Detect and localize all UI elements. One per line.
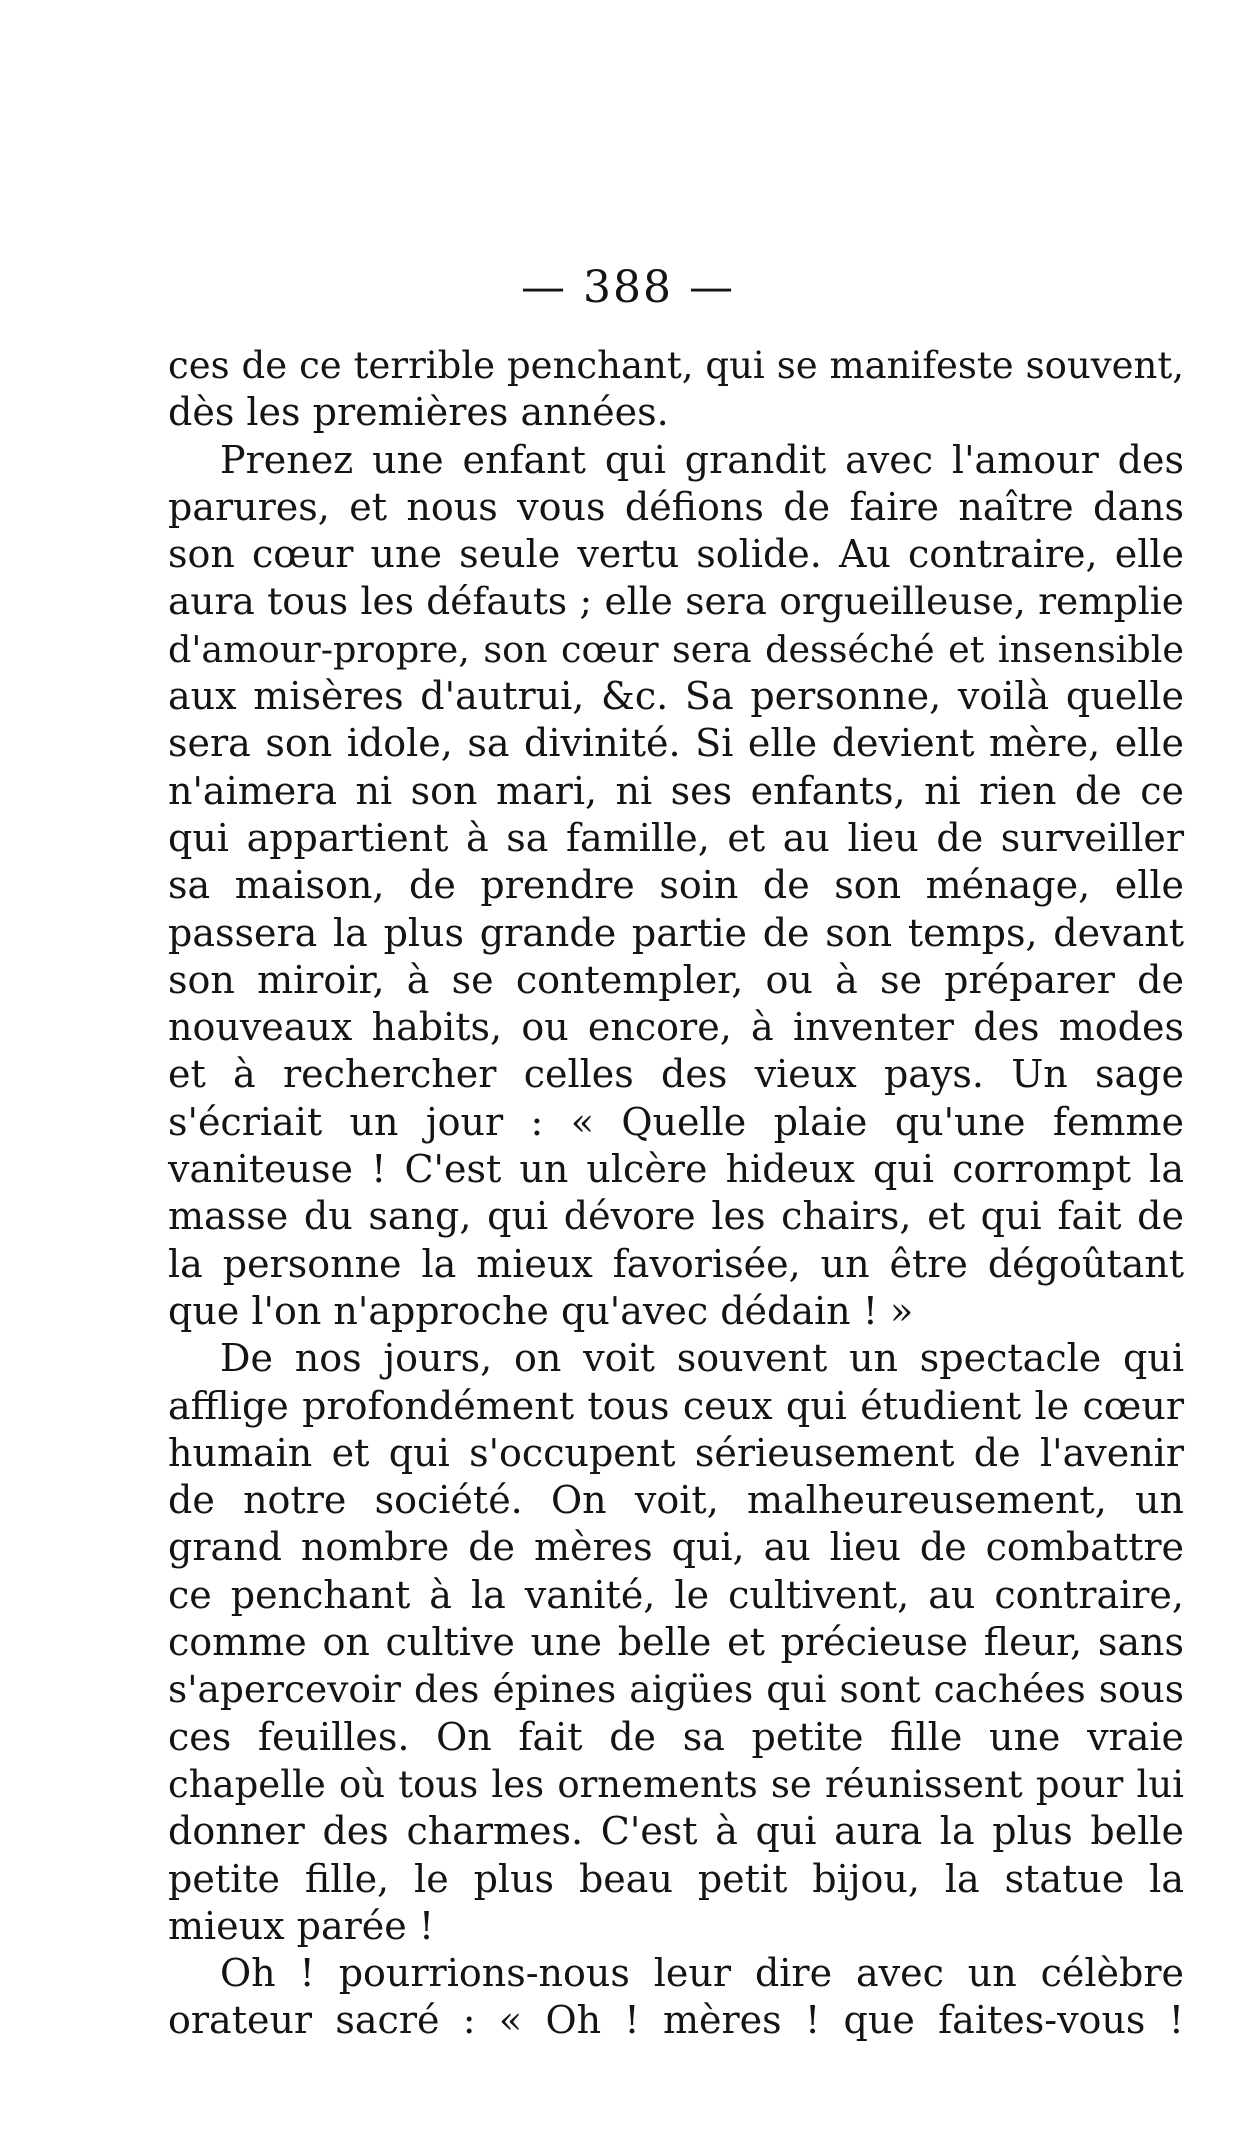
text-line: vaniteuse ! C'est un ulcère hideux qui corrompt la <box>168 1147 1184 1192</box>
text-line: masse du sang, qui dévore les chairs, et qui fait de <box>168 1194 1184 1239</box>
text-line: d'amour-propre, son cœur sera desséché et insensible <box>168 627 1184 671</box>
text-line: et à rechercher celles des vieux pays. Un sage <box>168 1052 1184 1097</box>
text-line: Oh ! pourrions-nous leur dire avec un célèbre <box>220 1951 1184 1996</box>
text-line: nouveaux habits, ou encore, à inventer des modes <box>168 1005 1184 1050</box>
text-line: ces de ce terrible penchant, qui se manifeste souvent, <box>168 344 1184 387</box>
text-line: orateur sacré : « Oh ! mères ! que faites-vous ! <box>168 1998 1184 2043</box>
text-line: s'apercevoir des épines aigües qui sont cachées sous <box>168 1667 1184 1712</box>
text-line: mieux parée ! <box>168 1903 435 1948</box>
text-line: n'aimera ni son mari, ni ses enfants, ni rien de ce <box>168 768 1184 813</box>
body-text <box>168 342 1184 2045</box>
text-line: aux misères d'autrui, &c. Sa personne, voilà quelle <box>168 674 1184 719</box>
text-line: de notre société. On voit, malheureusement, un <box>168 1478 1184 1523</box>
text-line: parures, et nous vous défions de faire naître dans <box>168 484 1184 529</box>
text-line: humain et qui s'occupent sérieusement de l'avenir <box>168 1430 1184 1475</box>
text-line: sera son idole, sa divinité. Si elle devient mère, elle <box>168 721 1184 766</box>
text-line: la personne la mieux favorisée, un être dégoûtant <box>168 1241 1184 1286</box>
text-line: ces feuilles. On fait de sa petite fille une vraie <box>168 1714 1184 1759</box>
text-line: que l'on n'approche qu'avec dédain ! » <box>168 1288 914 1333</box>
text-line: comme on cultive une belle et précieuse fleur, sans <box>168 1620 1184 1665</box>
text-line: chapelle où tous les ornements se réunissent pour lui <box>168 1762 1184 1806</box>
text-line: petite fille, le plus beau petit bijou, la statue la <box>168 1856 1184 1901</box>
text-line: afflige profondément tous ceux qui étudient le cœur <box>168 1383 1184 1428</box>
text-line: dès les premières années. <box>168 390 669 435</box>
text-line: passera la plus grande partie de son temps, devant <box>168 910 1184 955</box>
text-line: ce penchant à la vanité, le cultivent, au contraire, <box>168 1572 1184 1617</box>
text-line: grand nombre de mères qui, au lieu de combattre <box>168 1525 1184 1570</box>
text-line: son miroir, à se contempler, ou à se préparer de <box>168 957 1184 1002</box>
text-line: Prenez une enfant qui grandit avec l'amour des <box>220 437 1184 482</box>
text-line: donner des charmes. C'est à qui aura la plus belle <box>168 1809 1184 1854</box>
text-line: De nos jours, on voit souvent un spectacle qui <box>220 1336 1184 1381</box>
text-line: qui appartient à sa famille, et au lieu de surveiller <box>168 815 1184 860</box>
text-line: son cœur une seule vertu solide. Au contraire, elle <box>168 532 1184 577</box>
text-line: s'écriait un jour : « Quelle plaie qu'une femme <box>168 1099 1184 1144</box>
page-number: — 388 — <box>521 262 735 313</box>
text-line: aura tous les défauts ; elle sera orgueilleuse, remplie <box>168 579 1184 624</box>
text-line: sa maison, de prendre soin de son ménage, elle <box>168 863 1184 908</box>
